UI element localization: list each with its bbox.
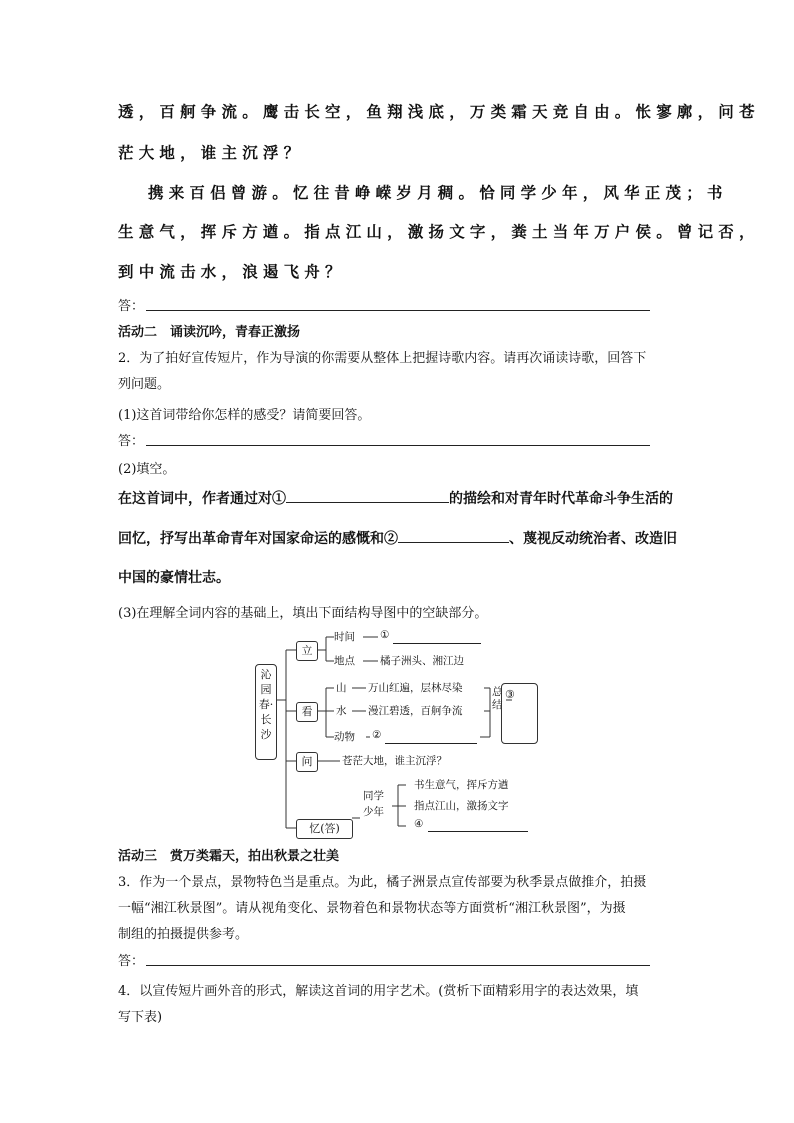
activity-title: 活动二 诵读沉吟，青春正激扬 xyxy=(118,325,301,340)
mindmap-summary-box[interactable] xyxy=(501,683,538,744)
mindmap-label-shaonian: 少年 xyxy=(363,806,384,818)
mindmap-node-wen: 问 xyxy=(296,752,318,772)
mindmap-node-li: 立 xyxy=(296,641,318,661)
mindmap-blank-1[interactable] xyxy=(393,643,481,644)
sub-question: (1)这首词带给你怎样的感受？请简要回答。 xyxy=(118,408,371,423)
mindmap-blank-marker: ② xyxy=(372,729,382,741)
mindmap-label-place: 地点 xyxy=(334,655,355,667)
sub-question: (3)在理解全词内容的基础上，填出下面结构导图中的空缺部分。 xyxy=(118,606,488,621)
question-text: 写下表) xyxy=(118,1010,163,1025)
question-text: 3．作为一个景点，景物特色当是重点。为此，橘子洲景点宣传部要为秋季景点做推介，拍摄 xyxy=(118,875,647,890)
fill-text: 在这首词中，作者通过对① xyxy=(118,491,286,507)
mindmap-label-shui: 水 xyxy=(336,705,347,717)
mindmap-value-shan: 万山红遍，层林尽染 xyxy=(368,682,463,694)
mindmap-value-yi2: 指点江山，激扬文字 xyxy=(414,800,509,812)
mindmap-value-shui: 漫江碧透，百舸争流 xyxy=(368,705,463,717)
poem-line: 透，百舸争流。鹰击长空，鱼翔浅底，万类霜天竞自由。怅寥廓，问苍 xyxy=(118,102,760,121)
mindmap-blank-marker: ① xyxy=(380,629,390,641)
mindmap-label-tongxue: 同学 xyxy=(363,790,384,802)
answer-label: 答： xyxy=(118,299,145,314)
mindmap-value-wen: 苍茫大地，谁主沉浮？ xyxy=(342,755,447,767)
mindmap-node-kan: 看 xyxy=(296,702,318,722)
question-text: 一幅“湘江秋景图”。请从视角变化、景物着色和景物状态等方面赏析“湘江秋景图”，为摄 xyxy=(118,901,626,916)
sub-question: (2)填空。 xyxy=(118,462,176,477)
mindmap-root: 沁园春·长沙 xyxy=(258,668,274,741)
activity-title: 活动三 赏万类霜天，拍出秋景之壮美 xyxy=(118,849,340,864)
mindmap-label-time: 时间 xyxy=(334,631,355,643)
mindmap-blank-2[interactable] xyxy=(385,743,477,744)
poem-line: 茫大地，谁主沉浮？ xyxy=(118,143,305,162)
mindmap-blank-marker: ③ xyxy=(505,688,515,701)
answer-line[interactable] xyxy=(146,965,650,966)
question-text: 2．为了拍好宣传短片，作为导演的你需要从整体上把握诗歌内容。请再次诵读诗歌，回答下 xyxy=(118,351,647,366)
mindmap-label-summary: 总结 xyxy=(492,686,503,711)
fill-text: 、蔑视反动统治者、改造旧 xyxy=(509,531,677,547)
question-text: 4．以宣传短片画外音的形式，解读这首词的用字艺术。(赏析下面精彩用字的表达效果，填 xyxy=(118,984,639,999)
question-text: 列问题。 xyxy=(118,377,171,392)
poem-line: 生意气，挥斥方遒。指点江山，激扬文字，粪土当年万户侯。曾记否， xyxy=(118,222,760,241)
fill-text: 中国的豪情壮志。 xyxy=(118,570,230,586)
answer-label: 答： xyxy=(118,954,145,969)
mindmap-blank-4[interactable] xyxy=(428,831,528,832)
question-text: 制组的拍摄提供参考。 xyxy=(118,927,249,942)
mindmap-label-shan: 山 xyxy=(336,682,347,694)
poem-line: 到中流击水，浪遏飞舟？ xyxy=(118,262,346,281)
mindmap-root-box xyxy=(255,664,277,760)
mindmap-value-place: 橘子洲头、湘江边 xyxy=(380,655,464,667)
mindmap-value-yi1: 书生意气，挥斥方遒 xyxy=(414,779,509,791)
fill-text: 的描绘和对青年时代革命斗争生活的 xyxy=(449,491,673,507)
mindmap-blank-marker: ④ xyxy=(414,818,424,830)
mindmap-node-yi: 忆(答) xyxy=(296,819,353,839)
fill-text: 回忆，抒写出革命青年对国家命运的感慨和② xyxy=(118,531,398,547)
poem-line: 携来百侣曾游。忆往昔峥嵘岁月稠。恰同学少年，风华正茂；书 xyxy=(148,183,728,202)
mindmap-label-animal: 动物 xyxy=(334,731,355,743)
answer-label: 答： xyxy=(118,434,145,449)
